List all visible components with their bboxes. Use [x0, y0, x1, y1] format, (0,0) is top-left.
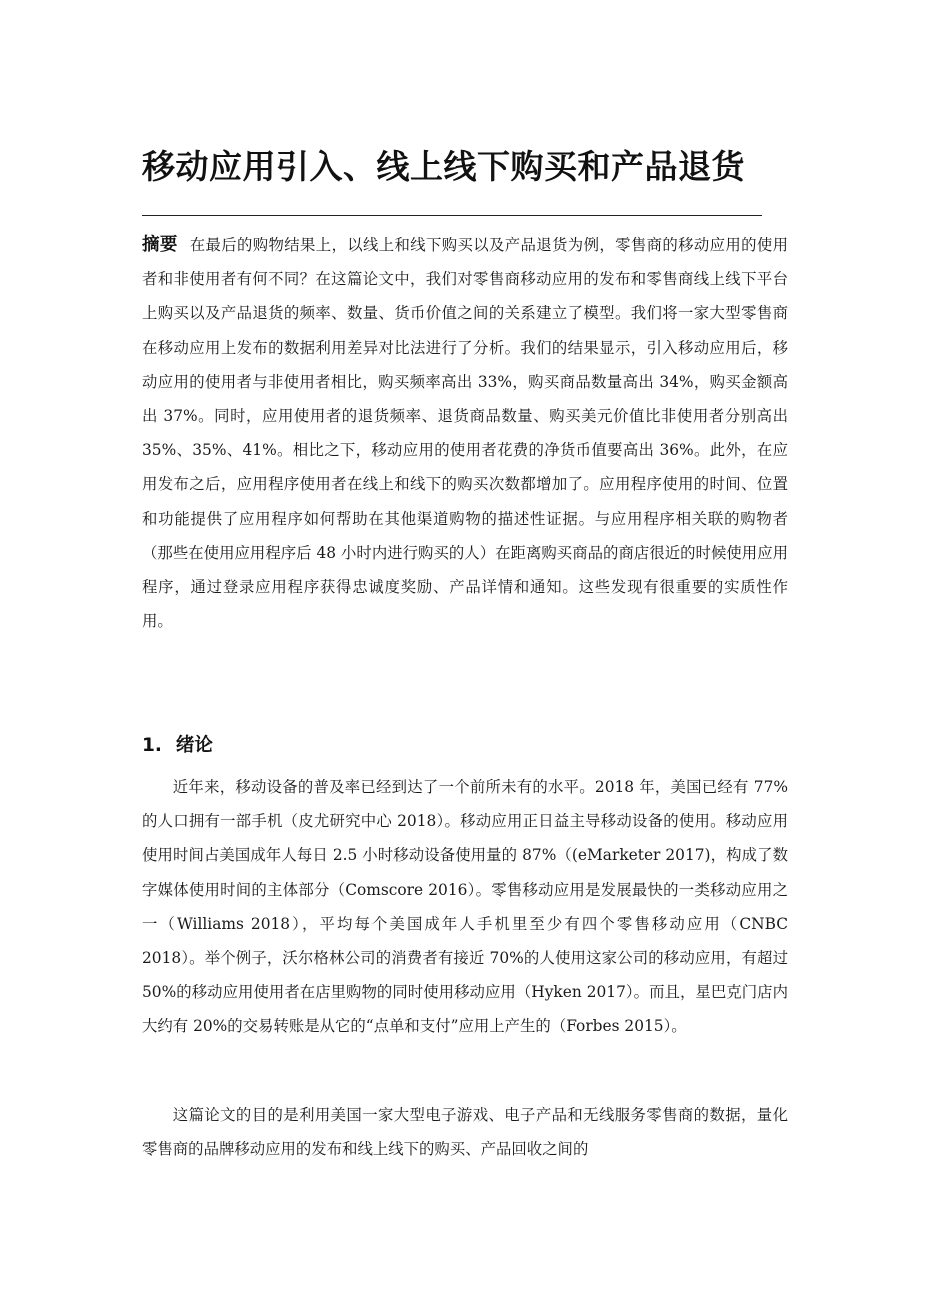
abstract-text: 在最后的购物结果上，以线上和线下购买以及产品退货为例，零售商的移动应用的使用者和非使用者有何不同？在这篇论文中，我们对零售商移动应用的发布和零售商线上线下平台上购买以及产品退货的频率、数量、货币价值之间的关系建立了模型。我们将一家大型零售商在移动应用上发布的数据利用差异对比法进行了分析。我们的结果显示，引入移动应用后，移动应用的使用者与非使用者相比，购买频率高出 33%，购买商品数量高出 34%，购买金额高出 37%。同时，应用使用者的退货频率、退货商品数量、购买美元价值比非使用者分别高出 35%、35%、41%。相比之下，移动应用的使用者花费的净货币值要高出 36%。此外，在应用发布之后，应用程序使用者在线上和线下的购买次数都增加了。应用程序使用的时间、位置和功能提供了应用程序如何帮助在其他渠道购物的描述性证据。与应用程序相关联的购物者（那些在使用应用程序后 48 小时内进行购买的人）在距离购买商品的商店很近的时候使用应用程序，通过登录应用程序获得忠诚度奖励、产品详情和通知。这些发现有很重要的实质性作用。 [142, 236, 788, 631]
body-paragraph: 这篇论文的目的是利用美国一家大型电子游戏、电子产品和无线服务零售商的数据，量化零售商的品牌移动应用的发布和线上线下的购买、产品回收之间的 [142, 1106, 788, 1159]
section-heading [142, 728, 213, 764]
body-paragraph: 近年来，移动设备的普及率已经到达了一个前所未有的水平。2018 年，美国已经有 77%的人口拥有一部手机（皮尤研究中心 2018）。移动应用正日益主导移动设备的使用。移动应用使用时间占美国成年人每日 2.5 小时移动设备使用量的 87%（(eMarketer 2017)，构成了数字媒体使用时间的主体部分（Comscore 2016）。零售移动应用是发展最快的一类移动应用之一（Williams 2018），平均每个美国成年人手机里至少有四个零售移动应用（CNBC 2018）。举个例子，沃尔格林公司的消费者有接近 70%的人使用这家公司的移动应用，有超过 50%的移动应用使用者在店里购物的同时使用移动应用（Hyken 2017）。而且，星巴克门店内大约有 20%的交易转账是从它的“点单和支付”应用上产生的（Forbes 2015）。 [142, 778, 788, 1036]
section-title: 绪论 [175, 735, 213, 756]
abstract [142, 228, 788, 638]
title-divider [142, 215, 762, 216]
abstract-label: 摘要 [142, 235, 178, 255]
section-number: 1. [142, 735, 162, 756]
paper-title: 移动应用引入、线上线下购买和产品退货 [142, 147, 745, 186]
